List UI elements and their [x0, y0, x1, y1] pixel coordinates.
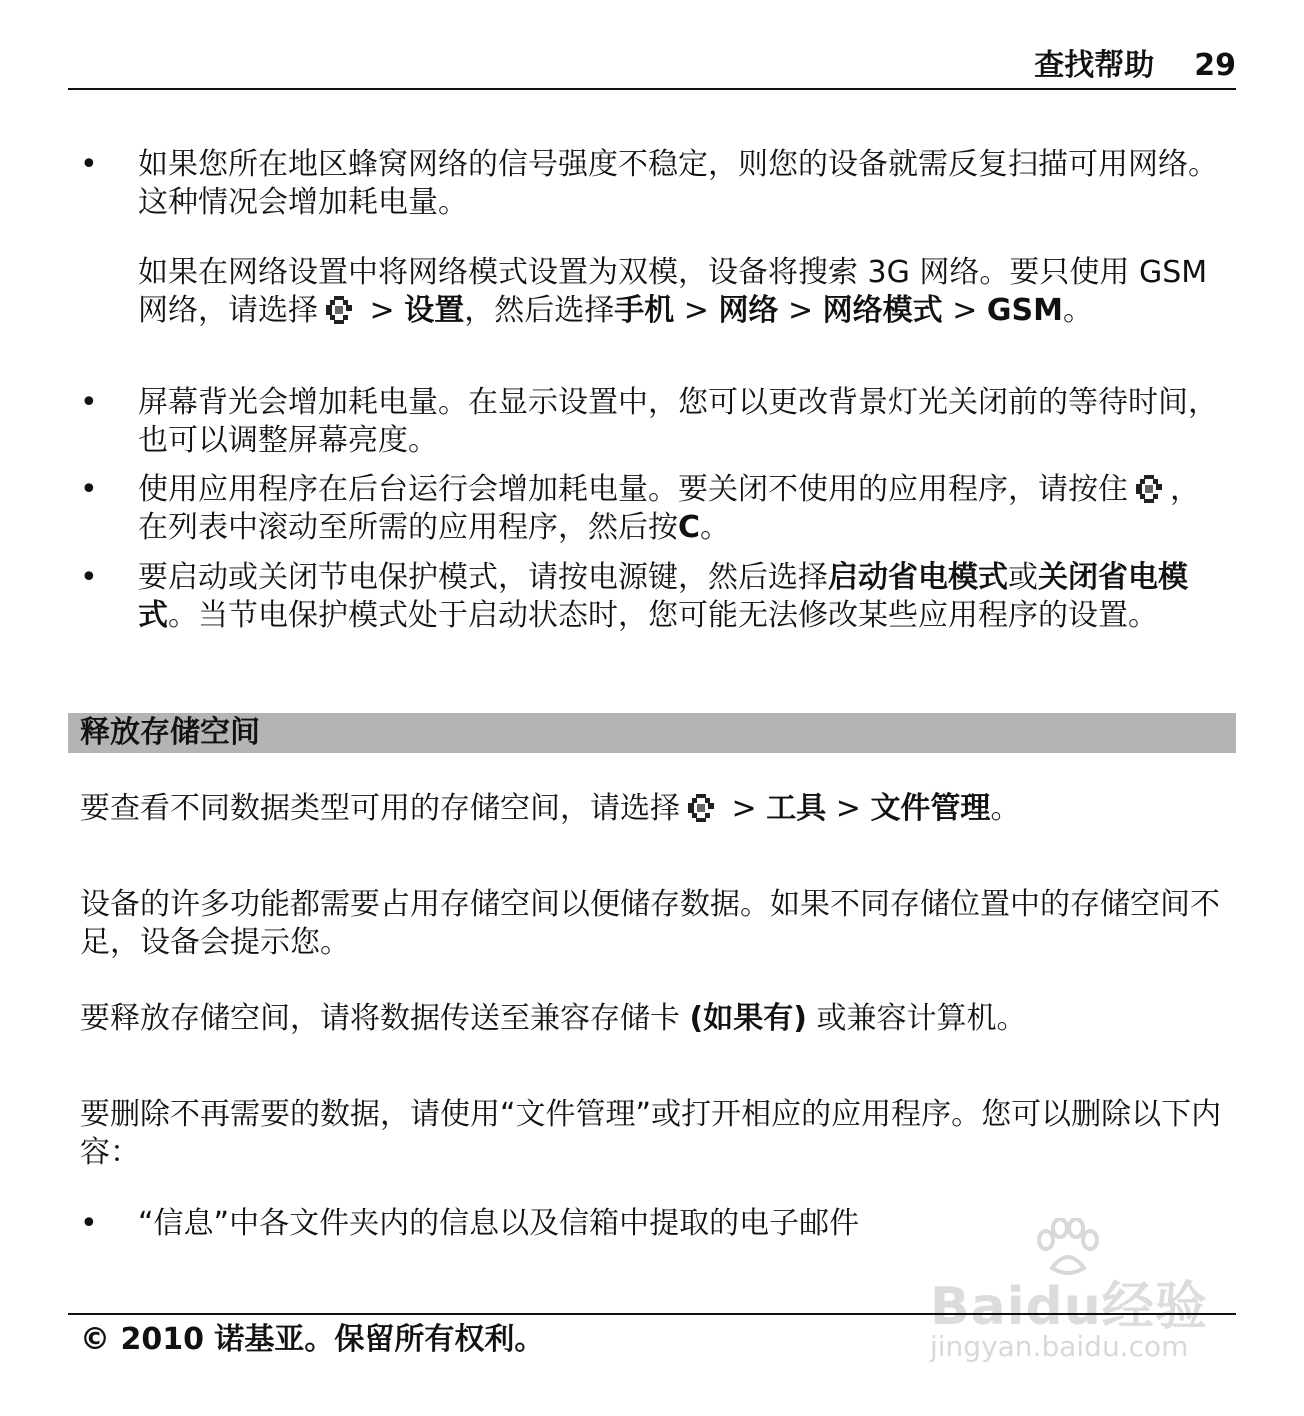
- bullet-text: 如果您所在地区蜂窝网络的信号强度不稳定，则您的设备就需反复扫描可用网络。这种情况会增加耗电量。: [138, 147, 1218, 220]
- storage-paragraph: 要查看不同数据类型可用的存储空间，请选择 > 工具 > 文件管理。: [80, 791, 1021, 826]
- bullet-marker: •: [80, 1206, 98, 1241]
- phone-link: 手机: [614, 293, 675, 328]
- bullet-signal: [80, 146, 1225, 226]
- delete-paragraph: 要删除不再需要的数据，请使用“文件管理”或打开相应的应用程序。您可以删除以下内容：: [80, 1097, 1222, 1170]
- network-mode-link: 网络模式: [822, 293, 943, 328]
- network-text-1: 如果在网络设置中将网络模式设置为双模，设备将搜索 3G 网络。要只使用 GSM 网络，请选择: [138, 255, 1208, 328]
- key-c: C: [678, 510, 701, 545]
- footer-copyright: © 2010 诺基亚。保留所有权利。: [80, 1322, 545, 1357]
- settings-link: 设置: [404, 293, 465, 328]
- bullet-apps: • 使用应用程序在后台运行会增加耗电量。要关闭不使用的应用程序，请按住 ，在列表中滚动至所需的应用程序，然后按C。: [80, 472, 1200, 545]
- file-manager-link: 文件管理: [870, 791, 991, 826]
- tools-link: 工具: [766, 791, 827, 826]
- footer-divider: [68, 1313, 1236, 1315]
- bullet-marker: •: [80, 560, 98, 595]
- gsm-link: GSM: [986, 293, 1063, 328]
- page-header: [68, 46, 1236, 90]
- bullet-marker: •: [80, 147, 98, 182]
- header-title: 查找帮助: [1034, 48, 1155, 83]
- menu-key-icon: [324, 294, 354, 326]
- bullet-powersave: • 要启动或关闭节电保护模式，请按电源键，然后选择启动省电模式或关闭省电模式。当节电保护模式处于启动状态时，您可能无法修改某些应用程序的设置。: [80, 560, 1188, 633]
- section-header: [68, 713, 1236, 753]
- bullet-marker: •: [80, 472, 98, 507]
- bullet-text: “信息”中各文件夹内的信息以及信箱中提取的电子邮件: [138, 1206, 860, 1241]
- menu-key-icon: [686, 792, 716, 824]
- watermark-url: jingyan.baidu.com: [930, 1330, 1189, 1363]
- menu-key-icon: [1134, 473, 1164, 505]
- free-space-paragraph: 要释放存储空间，请将数据传送至兼容存储卡 (如果有) 或兼容计算机。: [80, 1001, 1027, 1036]
- bullet-backlight: [80, 384, 1225, 464]
- network-mode-paragraph: 如果在网络设置中将网络模式设置为双模，设备将搜索 3G 网络。要只使用 GSM 网络，请选择 > 设置，然后选择手机 > 网络 > 网络模式 > GSM。: [138, 255, 1208, 328]
- watermark-logo: Baidu经验: [930, 1277, 1208, 1337]
- network-link: 网络: [718, 293, 779, 328]
- section-title: 释放存储空间: [80, 715, 260, 750]
- power-save-on-link: 启动省电模式: [828, 560, 1008, 595]
- page-number: 29: [1194, 48, 1236, 83]
- features-paragraph: 设备的许多功能都需要占用存储空间以便储存数据。如果不同存储位置中的存储空间不足，设备会提示您。: [80, 887, 1220, 960]
- bullet-marker: •: [80, 385, 98, 420]
- baidu-watermark: [920, 1218, 1230, 1368]
- bullet-text: 屏幕背光会增加耗电量。在显示设置中，您可以更改背景灯光关闭前的等待时间，也可以调整屏幕亮度。: [138, 385, 1218, 458]
- power-save-off-link: 关闭省电模式: [138, 560, 1188, 633]
